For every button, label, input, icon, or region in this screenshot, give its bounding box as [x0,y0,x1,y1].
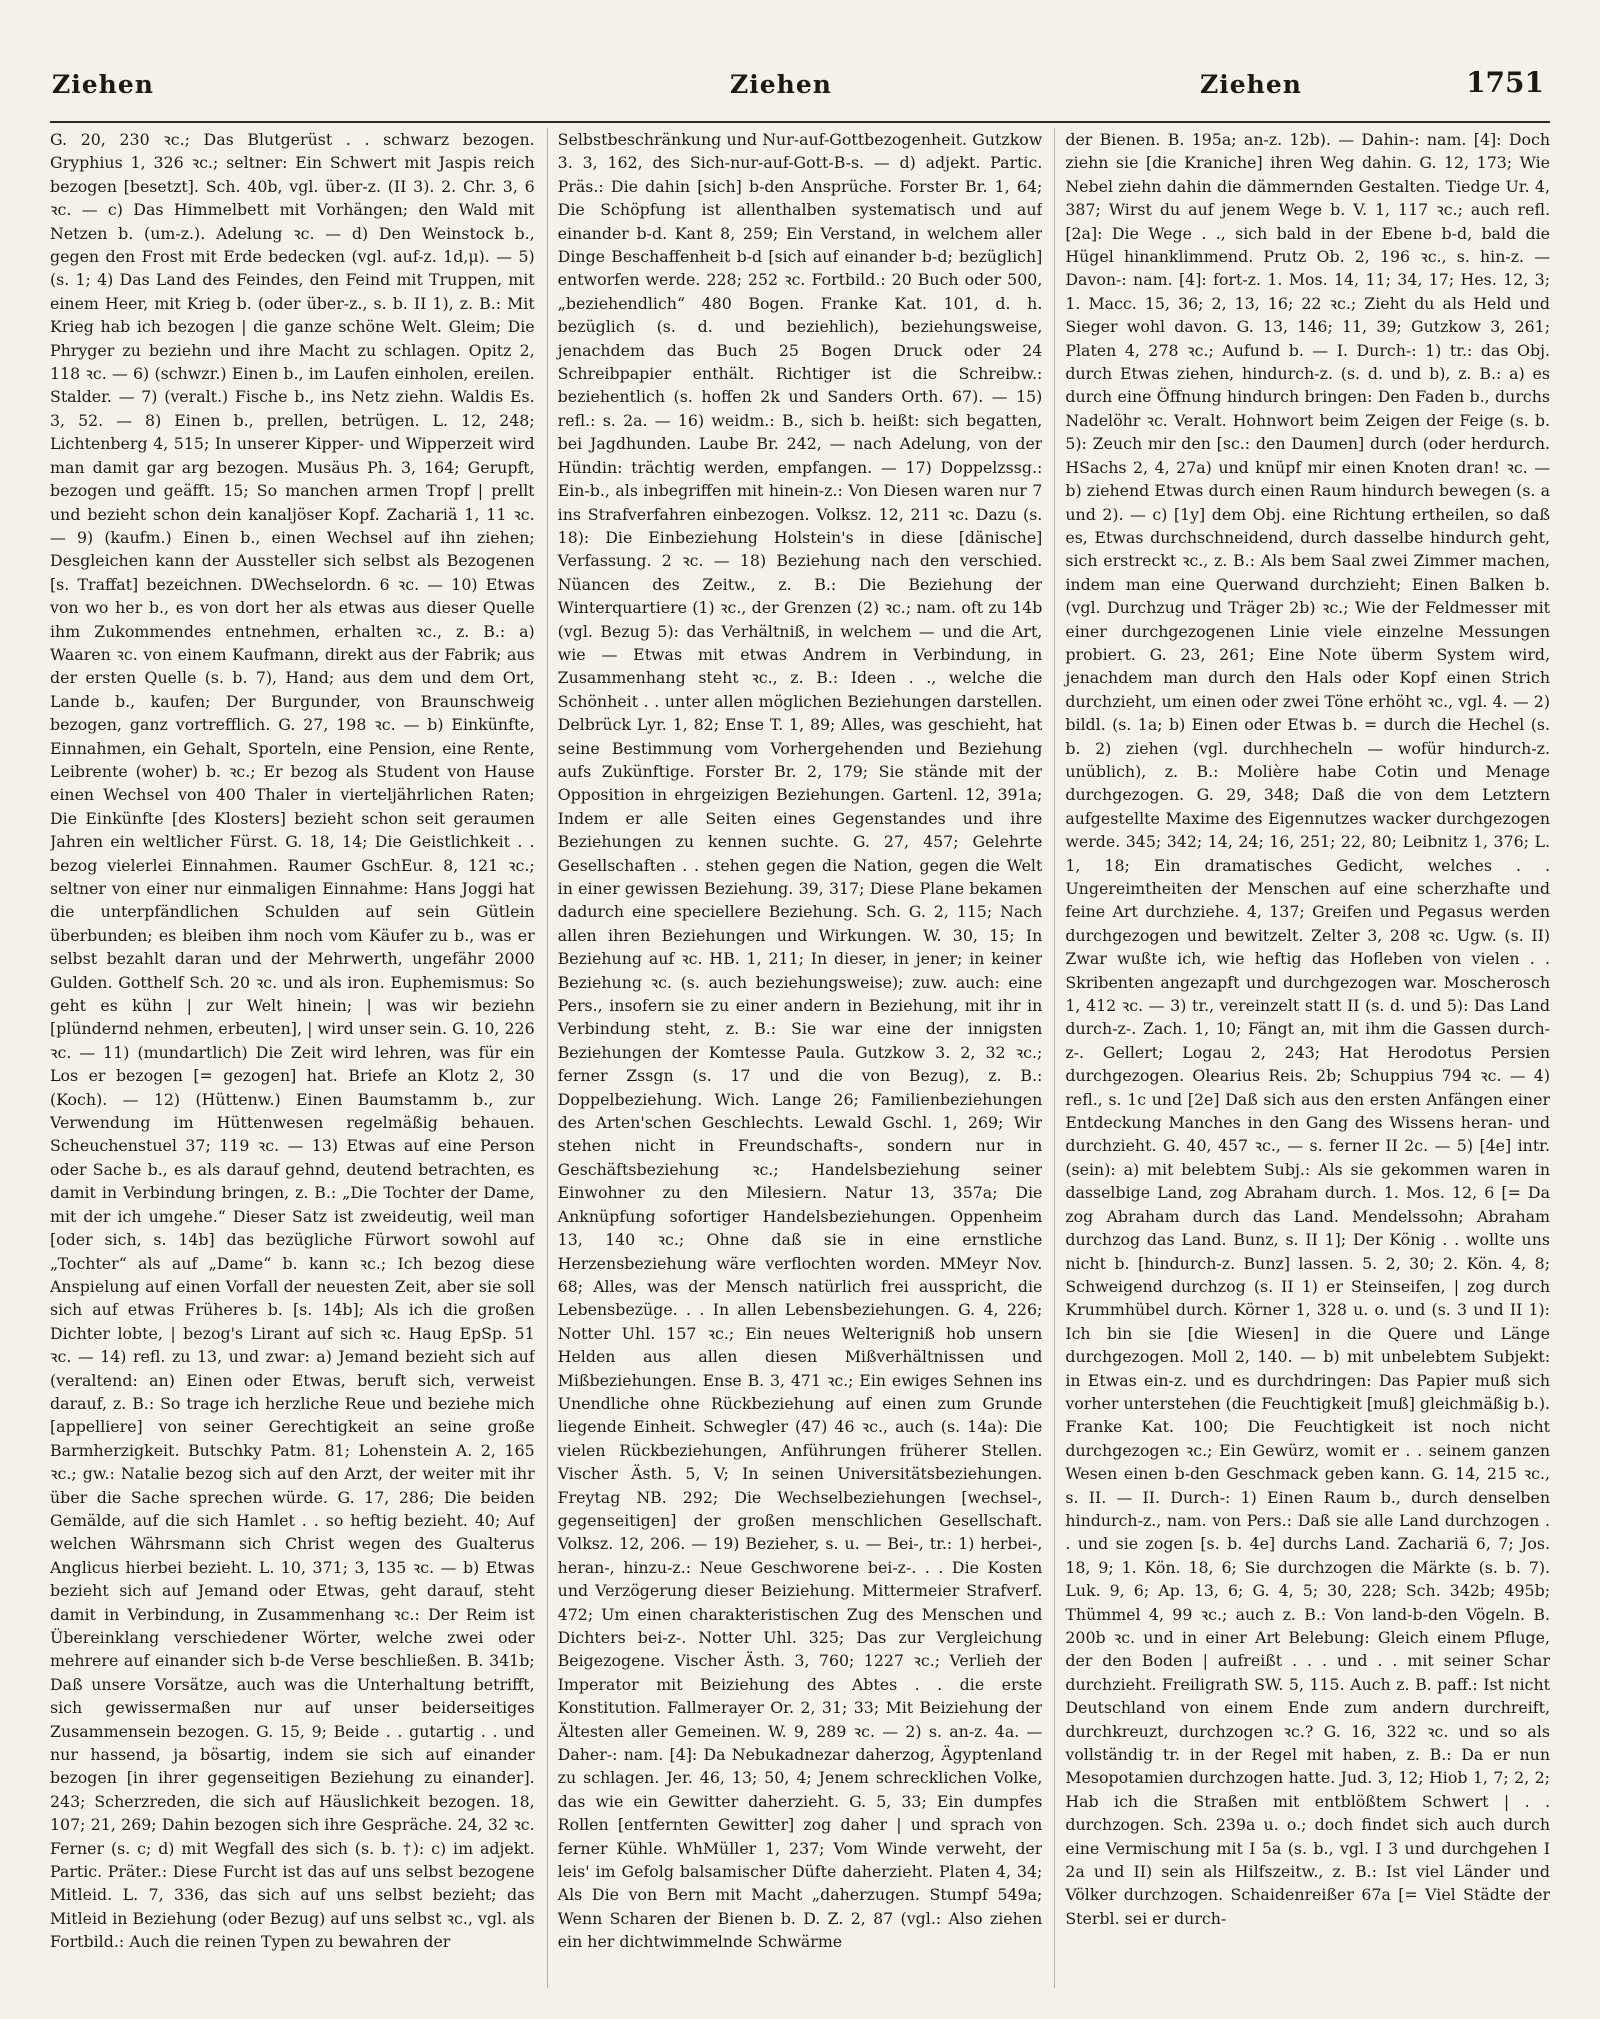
center-running-head: Ziehen [730,70,832,99]
column-left-text: G. 20, 230 ꝛc.; Das Blutgerüst . . schwarz bezogen. Gryphius 1, 326 ꝛc.; seltner: Ein Schwert mit Jaspis reich bezogen [besetzt]. Sch. 40b, vgl. über-z. (II 3). 2. Chr. 3, 6 ꝛc. — c) Das Himmelbett mit Vorhängen; den Wald mit Netzen b. (um-z.). Adelung ꝛc. — d) Den Weinstock b., gegen den Frost mit Erde bedecken (vgl. auf-z. 1d,μ). — 5) (s. 1; 4) Das Land des Feindes, den Feind mit Truppen, mit einem Heer, mit Krieg b. (oder über-z., s. b. II 1), z. B.: Mit Krieg hab ich bezogen | die ganze schöne Welt. Gleim; Die Phryger zu beziehn und ihre Macht zu schlagen. Opitz 2, 118 ꝛc. — 6) (schwzr.) Einen b., im Laufen einholen, ereilen. Stalder. — 7) (veralt.) Fische b., ins Netz ziehn. Waldis Es. 3, 52. — 8) Einen b., prellen, betrügen. L. 12, 248; Lichtenberg 4, 515; In unserer Kipper- und Wipperzeit wird man damit gar arg bezogen. Musäus Ph. 3, 164; Gerupft, bezogen und geäfft. 15; So manchen armen Tropf | prellt und bezieht schon dein kanaljöser Kopf. Zachariä 1, 11 ꝛc. — 9) (kaufm.) Einen b., einen Wechsel auf ihn ziehen; Desgleichen kann der Aussteller sich selbst als Bezogenen [s. Traffat] bezeichnen. DWechselordn. 6 ꝛc. — 10) Etwas von wo her b., es von dort her als etwas aus dieser Quelle ihm Zukommendes entnehmen, erhalten ꝛc., z. B.: a) Waaren ꝛc. von einem Kaufmann, direkt aus der Fabrik; aus der ersten Quelle (s. b. 7), Hand; aus dem und dem Ort, Lande b., kaufen; Der Burgunder, von Braunschweig bezogen, ganz vortrefflich. G. 27, 198 ꝛc. — b) Einkünfte, Einnahmen, ein Gehalt, Sporteln, eine Pension, eine Rente, Leibrente (woher) b. ꝛc.; Er bezog als Student von Hause einen Wechsel von 400 Thaler in vierteljährlichen Raten; Die Einkünfte [des Klosters] bezieht schon seit geraumen Jahren ein weltlicher Fürst. G. 18, 14; Die Geistlichkeit . . bezog vielerlei Einnahmen. Raumer GschEur. 8, 121 ꝛc.; seltner von einer nur einmaligen Einnahme: Hans Joggi hat die unterpfändlichen Schulden auf sein Gütlein überbunden; es bleiben ihm noch vom Käufer zu b., was er selbst bezahlt daran und der Mehrwerth, ungefähr 2000 Gulden. Gotthelf Sch. 20 ꝛc. und als iron. Euphemismus: So geht es kühn | zur Welt hinein; | was wir beziehn [plündernd nehmen, erbeuten], | wird unser sein. G. 10, 226 ꝛc. — 11) (mundartlich) Die Zeit wird lehren, was für ein Los er bezogen [= gezogen] hat. Briefe an Klotz 2, 30 (Koch). — 12) (Hüttenw.) Einen Baumstamm b., zur Verwendung im Hüttenwesen regelmäßig behauen. Scheuchenstuel 37; 119 ꝛc. — 13) Etwas auf eine Person oder Sache b., es als darauf gehnd, deutend betrachten, es damit in Verbindung bringen, z. B.: „Die Tochter der Dame, mit der ich umgehe.“ Dieser Satz ist zweideutig, weil man [oder sich, s. 14b] das bezügliche Fürwort sowohl auf „Tochter“ als auf „Dame“ b. kann ꝛc.; Ich bezog diese Anspielung auf einen Vorfall der neuesten Zeit, aber sie soll sich auf etwas Früheres b. [s. 14b]; Als ich die großen Dichter lobte, | bezog's Lirant auf sich ꝛc. Haug EpSp. 51 ꝛc. — 14) refl. zu 13, und zwar: a) Jemand bezieht sich auf (veraltend: an) Einen oder Etwas, beruft sich, verweist darauf, z. B.: So trage ich herzliche Reue und beziehe mich [appelliere] von seiner Gerechtigkeit an seine große Barmherzigkeit. Butschky Patm. 81; Lohenstein A. 2, 165 ꝛc.; gw.: Natalie bezog sich auf den Arzt, der weiter mit ihr über die Sache sprechen würde. G. 17, 286; Die beiden Gemälde, auf die sich Hamlet . . so heftig bezieht. 40; Auf welchen Währsmann sich Christ wegen des Gualterus Anglicus hierbei bezieht. L. 10, 371; 3, 135 ꝛc. — b) Etwas bezieht sich auf Jemand oder Etwas, geht darauf, steht damit in Verbindung, in Zusammenhang ꝛc.: Der Reim ist Übereinklang verschiedener Wörter, welche zwei oder mehrere auf einander sich b-de Verse beschließen. B. 341b; Daß unsere Vorsätze, auch was die Unterhaltung betrifft, sich gewissermaßen nur auf unser beiderseitiges Zusammensein bezogen. G. 15, 9; Beide . . gutartig . . und nur hassend, ja bösartig, indem sie sich auf einander bezogen [in ihrer gegenseitigen Beziehung zu einander]. 243; Scherzreden, die sich auf Häuslichkeit bezogen. 18, 107; 21, 269; Dahin bezogen sich ihre Gespräche. 24, 32 ꝛc. Ferner (s. c; d) mit Wegfall des sich (s. b. †): c) im adjekt. Partic. Präter.: Diese Furcht ist das auf uns selbst bezogene Mitleid. L. 7, 336, das sich auf uns selbst bezieht; das Mitleid in Beziehung (oder Bezug) auf uns selbst ꝛc., vgl. als Fortbild.: Auch die reinen Typen zu bewahren der [50,130,535,1952]
column-middle-text: Selbstbeschränkung und Nur-auf-Gottbezogenheit. Gutzkow 3. 3, 162, des Sich-nur-auf-Gott-B-s. — d) adjekt. Partic. Präs.: Die dahin [sich] b-den Ansprüche. Forster Br. 1, 64; Die Schöpfung ist allenthalben systematisch und auf einander b-d. Kant 8, 259; Ein Verstand, in welchem aller Dinge Beschaffenheit b-d [sich auf einander b-d; bezüglich] entworfen werde. 228; 252 ꝛc. Fortbild.: 20 Buch oder 500, „beziehendlich“ 480 Bogen. Franke Kat. 101, d. h. bezüglich (s. d. und beziehlich), beziehungsweise, jenachdem das Buch 25 Bogen Druck oder 24 Schreibpapier enthält. Richtiger ist die Schreibw.: beziehentlich (s. hoffen 2k und Sanders Orth. 67). — 15) refl.: s. 2a. — 16) weidm.: B., sich b. heißt: sich begatten, bei Jagdhunden. Laube Br. 242, — nach Adelung, von der Hündin: trächtig werden, empfangen. — 17) Doppelzssg.: Ein-b., als inbegriffen mit hinein-z.: Von Diesen waren nur 7 ins Strafverfahren einbezogen. Volksz. 12, 211 ꝛc. Dazu (s. 18): Die Einbeziehung Holstein's in diese [dänische] Verfassung. 2 ꝛc. — 18) Beziehung nach den verschied. Nüancen des Zeitw., z. B.: Die Beziehung der Winterquartiere (1) ꝛc., der Grenzen (2) ꝛc.; nam. oft zu 14b (vgl. Bezug 5): das Verhältniß, in welchem — und die Art, wie — Etwas mit etwas Andrem in Verbindung, in Zusammenhang steht ꝛc., z. B.: Ideen . ., welche die Schönheit . . unter allen möglichen Beziehungen darstellen. Delbrück Lyr. 1, 82; Ense T. 1, 89; Alles, was geschieht, hat seine Bestimmung vom Vorhergehenden und Beziehung aufs Zukünftige. Forster Br. 2, 179; Sie stände mit der Opposition in ehrgeizigen Beziehungen. Gartenl. 12, 391a; Indem er alle Seiten eines Gegenstandes und ihre Beziehungen zu kennen suchte. G. 27, 457; Gelehrte Gesellschaften . . stehen gegen die Nation, gegen die Welt in einer gewissen Beziehung. 39, 317; Diese Plane bekamen dadurch eine speciellere Beziehung. Sch. G. 2, 115; Nach allen ihren Beziehungen und Wirkungen. W. 30, 15; In Beziehung auf ꝛc. HB. 1, 211; In dieser, in jener; in keiner Beziehung ꝛc. (s. auch beziehungsweise); zuw. auch: eine Pers., insofern sie zu einer andern in Beziehung, mit ihr in Verbindung steht, z. B.: Sie war eine der innigsten Beziehungen der Komtesse Paula. Gutzkow 3. 2, 32 ꝛc.; ferner Zssgn (s. 17 und die von Bezug), z. B.: Doppelbeziehung. Wich. Lange 26; Familienbeziehungen des Arten'schen Geschlechts. Lewald Gschl. 1, 269; Wir stehen nicht in Freundschafts-, sondern nur in Geschäftsbeziehung ꝛc.; Handelsbeziehung seiner Einwohner zu den Milesiern. Natur 13, 357a; Die Anknüpfung sofortiger Handelsbeziehungen. Oppenheim 13, 140 ꝛc.; Ohne daß sie in eine ernstliche Herzensbeziehung wäre verflochten worden. MMeyr Nov. 68; Alles, was der Mensch natürlich frei ausspricht, die Lebensbezüge. . . In allen Lebensbeziehungen. G. 4, 226; Notter Uhl. 157 ꝛc.; Ein neues Welterigniß hob unsern Helden aus allen diesen Mißverhältnissen und Mißbeziehungen. Ense B. 3, 471 ꝛc.; Ein ewiges Sehnen ins Unendliche ohne Rückbeziehung auf einen zum Grunde liegende Einheit. Schwegler (47) 46 ꝛc., auch (s. 14a): Die vielen Rückbeziehungen, Anführungen früherer Stellen. Vischer Ästh. 5, V; In seinen Universitätsbeziehungen. Freytag NB. 292; Die Wechselbeziehungen [wechsel-, gegenseitigen] der großen menschlichen Gesellschaft. Volksz. 12, 206. — 19) Bezieher, s. u. — Bei-, tr.: 1) herbei-, heran-, hinzu-z.: Neue Geschworene bei-z-. . . Die Kosten und Verzögerung dieser Beiziehung. Mittermeier Strafverf. 472; Um einen charakteristischen Zug des Menschen und Dichters bei-z-. Notter Uhl. 325; Das zur Vergleichung Beigezogene. Vischer Ästh. 3, 760; 1227 ꝛc.; Verlieh der Imperator mit Beiziehung des Abtes . . die erste Konstitution. Fallmerayer Or. 2, 31; 33; Mit Beiziehung der Ältesten aller Gemeinen. W. 9, 289 ꝛc. — 2) s. an-z. 4a. — Daher-: nam. [4]: Da Nebukadnezar daherzog, Ägyptenland zu schlagen. Jer. 46, 13; 50, 4; Jenem schrecklichen Volke, das wie ein Gewitter daherzieht. G. 5, 33; Ein dumpfes Rollen [entfernten Gewitter] zog daher | und sprach von ferner Kühle. WhMüller 1, 237; Vom Winde verweht, der leis' im Gefolg balsamischer Düfte daherzieht. Platen 4, 34; Als Die von Bern mit Macht „daherzugen. Stumpf 549a; Wenn Scharen der Bienen b. D. Z. 2, 87 (vgl.: Also ziehen ein her dichtwimmelnde Schwärme [557,130,1043,1952]
column-left [50,128,535,1988]
column-middle [547,128,1043,1988]
right-running-head: Ziehen [1200,70,1302,99]
left-running-head: Ziehen [52,70,154,99]
page-number: 1751 [1466,66,1544,99]
header-rule [50,121,1550,123]
column-right [1054,128,1550,1988]
column-right-text: der Bienen. B. 195a; an-z. 12b). — Dahin-: nam. [4]: Doch ziehn sie [die Kraniche] ihren Weg dahin. G. 12, 173; Wie Nebel ziehn dahin die dämmernden Gestalten. Tiedge Ur. 4, 387; Wirst du auf jenem Wege b. V. 1, 117 ꝛc.; auch refl. [2a]: Die Wege . ., sich bald in der Ebene b-d, bald die Hügel hinanklimmend. Prutz Ob. 2, 196 ꝛc., s. hin-z. — Davon-: nam. [4]: fort-z. 1. Mos. 14, 11; 34, 17; Hes. 12, 3; 1. Macc. 15, 36; 2, 13, 16; 22 ꝛc.; Zieht du als Held und Sieger wohl davon. G. 13, 146; 11, 39; Gutzkow 3, 261; Platen 4, 278 ꝛc.; Aufund b. — I. Durch-: 1) tr.: das Obj. durch Etwas ziehen, hindurch-z. (s. d. und b), z. B.: a) es durch eine Öffnung hindurch bringen: Den Faden b., durchs Nadelöhr ꝛc. Veralt. Hohnwort beim Zeigen der Feige (s. b. 5): Zeuch mir den [sc.: den Daumen] durch (oder herdurch. HSachs 2, 4, 27a) und knüpf mir einen Knoten dran! ꝛc. — b) ziehend Etwas durch einen Raum hindurch bewegen (s. a und 2). — c) [1y] dem Obj. eine Richtung ertheilen, so daß es, Etwas durchschneidend, durch dasselbe hindurch geht, sich erstreckt ꝛc., z. B.: Als bem Saal zwei Zimmer machen, indem man eine Querwand durchzieht; Einen Balken b. (vgl. Durchzug und Träger 2b) ꝛc.; Wie der Feldmesser mit einer durchgezogenen Linie viele einzelne Messungen probiert. G. 23, 261; Eine Note überm System wird, jenachdem man durch den Hals oder Kopf einen Strich durchzieht, um einen oder zwei Töne erhöht ꝛc., vgl. 4. — 2) bildl. (s. 1a; b) Einen oder Etwas b. = durch die Hechel (s. b. 2) ziehen (vgl. durchhecheln — wofür hindurch-z. unüblich), z. B.: Molière habe Cotin und Menage durchgezogen. G. 29, 348; Daß die von dem Letztern aufgestellte Maxime des Eigennutzes wacker durchgezogen werde. 345; 342; 14, 24; 16, 251; 22, 80; Leibnitz 1, 376; L. 1, 18; Ein dramatisches Gedicht, welches . . Ungereimtheiten der Menschen auf eine scherzhafte und feine Art durchziehe. 4, 137; Greifen und Pegasus werden durchgezogen und bewitzelt. Zelter 3, 208 ꝛc. Ugw. (s. II) Zwar wußte ich, wie heftig das Hofleben von vielen . . Skribenten angezapft und durchgezogen war. Moscherosch 1, 412 ꝛc. — 3) tr., vereinzelt statt II (s. d. und 5): Das Land durch-z-. Zach. 1, 10; Fängt an, mit ihm die Gassen durch-z-. Gellert; Logau 2, 243; Hat Herodotus Persien durchgezogen. Olearius Reis. 2b; Schuppius 794 ꝛc. — 4) refl., s. 1c und [2e] Daß sich aus den ersten Anfängen einer Entdeckung Manches in den Gang des Wissens heran- und durchzieht. G. 40, 457 ꝛc., — s. ferner II 2c. — 5) [4e] intr. (sein): a) mit belebtem Subj.: Als sie gekommen waren in dasselbige Land, zog Abraham durch. 1. Mos. 12, 6 [= Da zog Abraham durch das Land. Mendelssohn; Abraham durchzog das Land. Bunz, s. II 1]; Der König . . wollte uns nicht b. [hindurch-z. Bunz] lassen. 5. 2, 30; 2. Kön. 4, 8; Schweigend durchzog (s. II 1) er Steinseifen, | zog durch Krummhübel durch. Körner 1, 328 u. o. und (s. 3 und II 1): Ich bin sie [die Wiesen] in die Quere und Länge durchgezogen. Moll 2, 140. — b) mit unbelebtem Subjekt: in Etwas ein-z. und es durchdringen: Das Papier muß sich vorher unterstehen (die Feuchtigkeit [muß] gleichmäßig b.). Franke Kat. 100; Die Feuchtigkeit ist noch nicht durchgezogen ꝛc.; Ein Gewürz, womit er . . seinem ganzen Wesen einen b-den Geschmack geben kann. G. 14, 215 ꝛc., s. II. — II. Durch-: 1) Einen Raum b., durch denselben hindurch-z., nam. von Pers.: Daß sie alle Land durchzogen . . und sie zogen [s. b. 4e] durchs Land. Zachariä 6, 7; Jos. 18, 9; 1. Kön. 18, 6; Sie durchzogen die Märkte (s. b. 7). Luk. 9, 6; Ap. 13, 6; G. 4, 5; 30, 228; Sch. 342b; 495b; Thümmel 4, 99 ꝛc.; auch z. B.: Von land-b-den Vögeln. B. 200b ꝛc. und in einer Art Belebung: Gleich einem Pfluge, der den Boden | aufreißt . . . und . . mit seiner Schar durchzieht. Freiligrath SW. 5, 115. Auch z. B. paff.: Ist nicht Deutschland von einem Ende zum andern durchreift, durchkreuzt, durchzogen ꝛc.? G. 16, 322 ꝛc. und so als vollständig tr. in der Regel mit haben, z. B.: Da er nun Mesopotamien durchzogen hatte. Jud. 3, 12; Hiob 1, 7; 2, 2; Hab ich die Straßen mit entblößtem Schwert | . . durchzogen. Sch. 239a u. o.; doch findet sich auch durch eine Vermischung mit I 5a (s. b., vgl. I 3 und durchgehen I 2a und II) sein als Hilfszeitw., z. B.: Ist viel Länder und Völker durchzogen. Schaidenreißer 67a [= Viel Städte der Sterbl. sei er durch- [1065,130,1550,1928]
dictionary-columns [50,128,1550,1988]
page-header [50,60,1550,120]
